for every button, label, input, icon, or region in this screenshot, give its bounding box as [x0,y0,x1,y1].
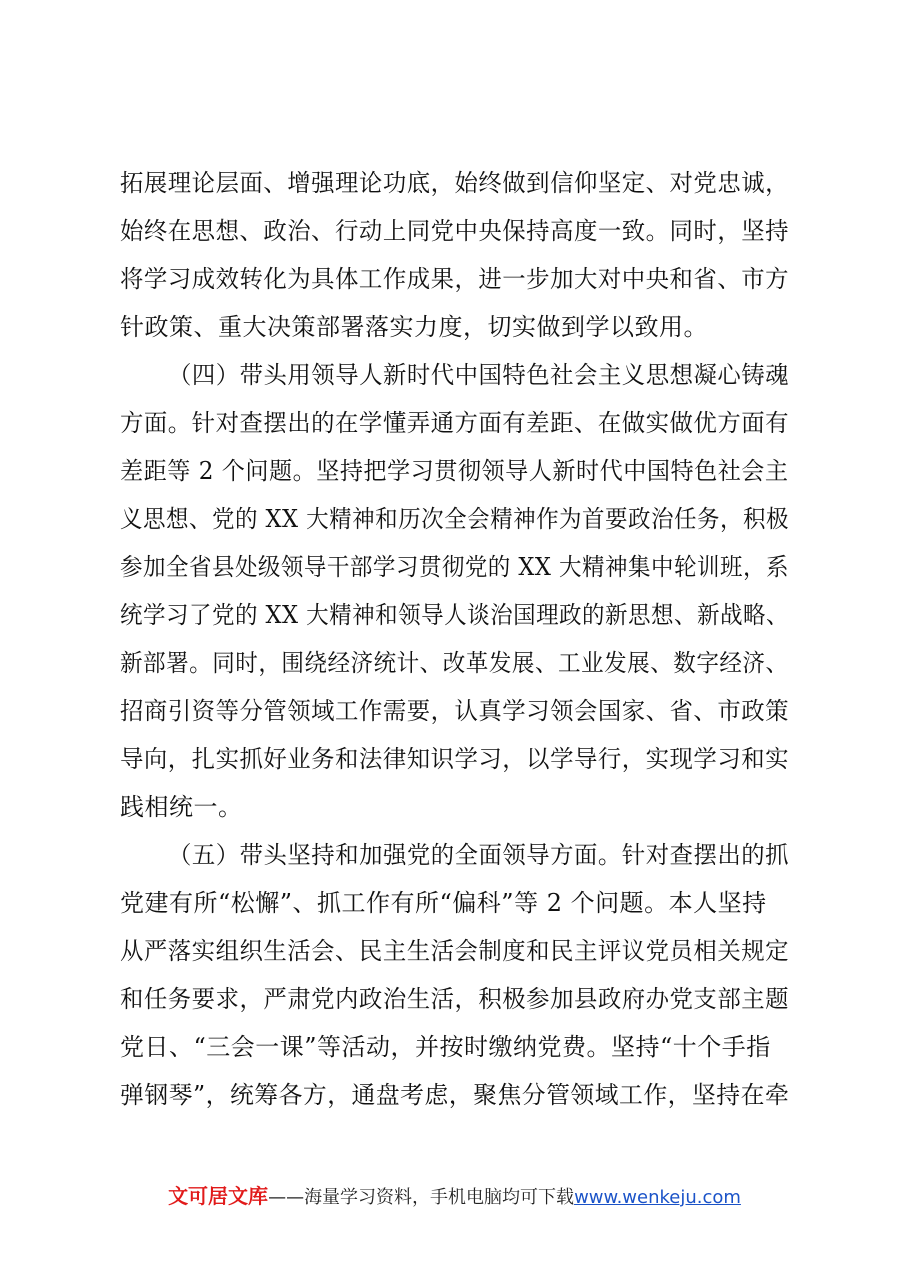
text-line: 针政策、重大决策部署落实力度，切实做到学以致用。 [120,313,708,341]
text-line: 和任务要求，严肃党内政治生活，积极参加县政府办党支部主题 [120,985,789,1013]
section-heading-line: （四）带头用领导人新时代中国特色社会主义思想凝心铸魂 [168,361,789,389]
text-line: 党建有所“松懈”、抓工作有所“偏科”等 2 个问题。本人坚持 [120,889,767,917]
text-line: 方面。针对查摆出的在学懂弄通方面有差距、在做实做优方面有 [120,409,789,437]
text-line: 将学习成效转化为具体工作成果，进一步加大对中央和省、市方 [120,265,789,293]
text-line: 弹钢琴”，统筹各方，通盘考虑，聚焦分管领域工作，坚持在牵 [120,1081,790,1109]
footer-brand: 文可居文库 [168,1184,269,1208]
text-line: 参加全省县处级领导干部学习贯彻党的 XX 大精神集中轮训班，系 [120,553,789,581]
text-line: 义思想、党的 XX 大精神和历次全会精神作为首要政治任务，积极 [120,505,789,533]
text-line: 党日、“三会一课”等活动，并按时缴纳党费。坚持“十个手指 [120,1033,771,1061]
footer-tagline: ——海量学习资料，手机电脑均可下载 [268,1187,575,1208]
text-line: 招商引资等分管领域工作需要，认真学习领会国家、省、市政策 [120,697,789,725]
footer-banner [0,1183,909,1211]
text-line: 差距等 2 个问题。坚持把学习贯彻领导人新时代中国特色社会主 [120,457,789,485]
text-line: 拓展理论层面、增强理论功底，始终做到信仰坚定、对党忠诚， [120,169,789,197]
text-line: 践相统一。 [120,793,243,821]
text-line: 新部署。同时，围绕经济统计、改革发展、工业发展、数字经济、 [120,649,789,677]
text-line: 统学习了党的 XX 大精神和领导人谈治国理政的新思想、新战略、 [120,601,789,629]
section-heading-line: （五）带头坚持和加强党的全面领导方面。针对查摆出的抓 [168,841,789,869]
footer-url-link[interactable]: www.wenkeju.com [574,1187,741,1208]
text-line: 导向，扎实抓好业务和法律知识学习，以学导行，实现学习和实 [120,745,789,773]
text-line: 始终在思想、政治、行动上同党中央保持高度一致。同时，坚持 [120,217,789,245]
text-line: 从严落实组织生活会、民主生活会制度和民主评议党员相关规定 [120,937,789,965]
